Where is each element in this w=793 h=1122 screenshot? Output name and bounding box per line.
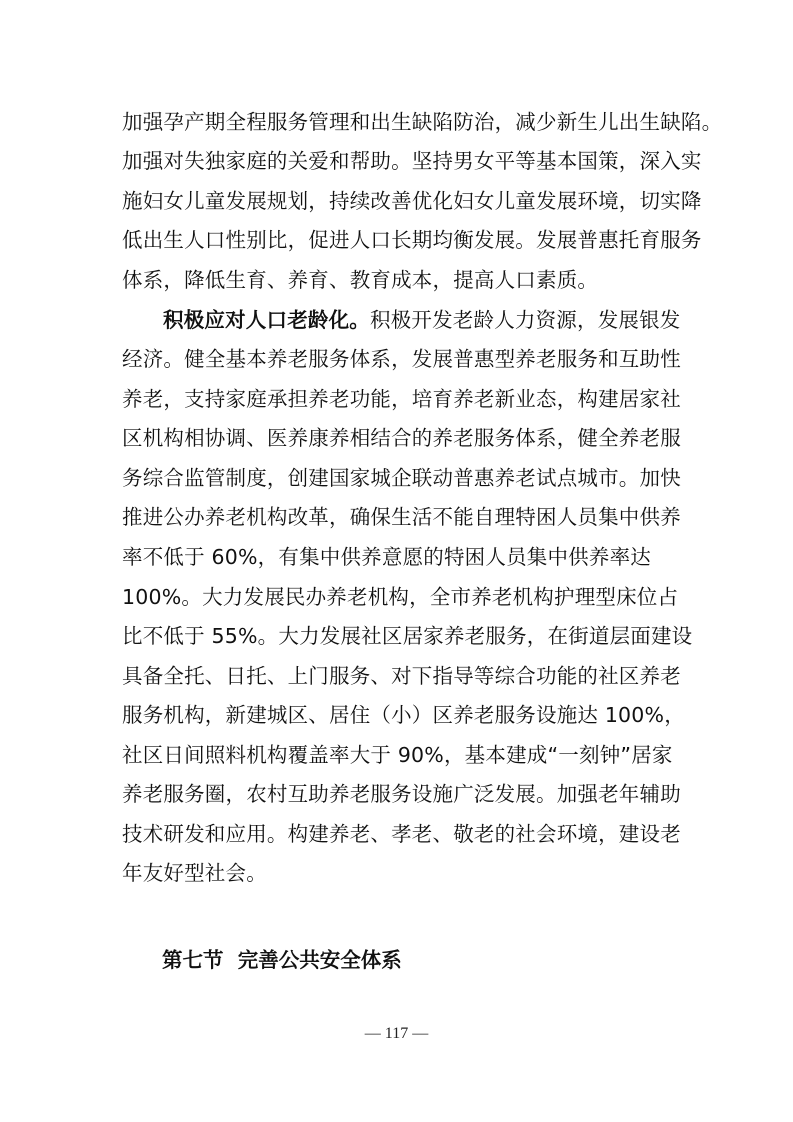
text-line: 技术研发和应用。构建养老、孝老、敬老的社会环境，建设老 xyxy=(122,822,681,846)
text-line: 加强对失独家庭的关爱和帮助。坚持男女平等基本国策，深入实 xyxy=(122,149,702,173)
text-line: 经济。健全基本养老服务体系，发展普惠型养老服务和互助性 xyxy=(122,347,681,371)
text-line: 养老，支持家庭承担养老功能，培育养老新业态，构建居家社 xyxy=(122,387,681,411)
text-line: 区机构相协调、医养康养相结合的养老服务体系，健全养老服 xyxy=(122,426,681,450)
text-line: 推进公办养老机构改革，确保生活不能自理特困人员集中供养 xyxy=(122,505,681,529)
text-line: 具备全托、日托、上门服务、对下指导等综合功能的社区养老 xyxy=(122,664,681,688)
text-line: 100%。大力发展民办养老机构，全市养老机构护理型床位占 xyxy=(122,585,679,609)
section-heading: 第七节 完善公共安全体系 xyxy=(162,948,402,972)
text-line: 率不低于 60%，有集中供养意愿的特困人员集中供养率达 xyxy=(122,545,651,569)
text-line: 比不低于 55%。大力发展社区居家养老服务，在街道层面建设 xyxy=(122,624,693,648)
text-line: 服务机构，新建城区、居住（小）区养老服务设施达 100%， xyxy=(122,703,685,727)
text-line: 养老服务圈，农村互助养老服务设施广泛发展。加强老年辅助 xyxy=(122,782,681,806)
paragraph-lead-title: 积极应对人口老龄化。 xyxy=(163,308,370,332)
text-line: 年友好型社会。 xyxy=(122,861,267,885)
text-line: 务综合监管制度，创建国家城企联动普惠养老试点城市。加快 xyxy=(122,466,681,490)
text-line: 低出生人口性别比，促进人口长期均衡发展。发展普惠托育服务 xyxy=(122,228,702,252)
page-number: — 117 — xyxy=(364,1025,429,1042)
text-line: 施妇女儿童发展规划，持续改善优化妇女儿童发展环境，切实降 xyxy=(122,189,702,213)
text-line: 体系，降低生育、养育、教育成本，提高人口素质。 xyxy=(122,268,599,292)
text-line xyxy=(163,305,743,335)
text-line: 社区日间照料机构覆盖率大于 90%，基本建成“一刻钟”居家 xyxy=(122,743,673,767)
text-line: 加强孕产期全程服务管理和出生缺陷防治，减少新生儿出生缺陷。 xyxy=(122,110,723,134)
text-run: 积极开发老龄人力资源，发展银发 xyxy=(370,308,681,332)
